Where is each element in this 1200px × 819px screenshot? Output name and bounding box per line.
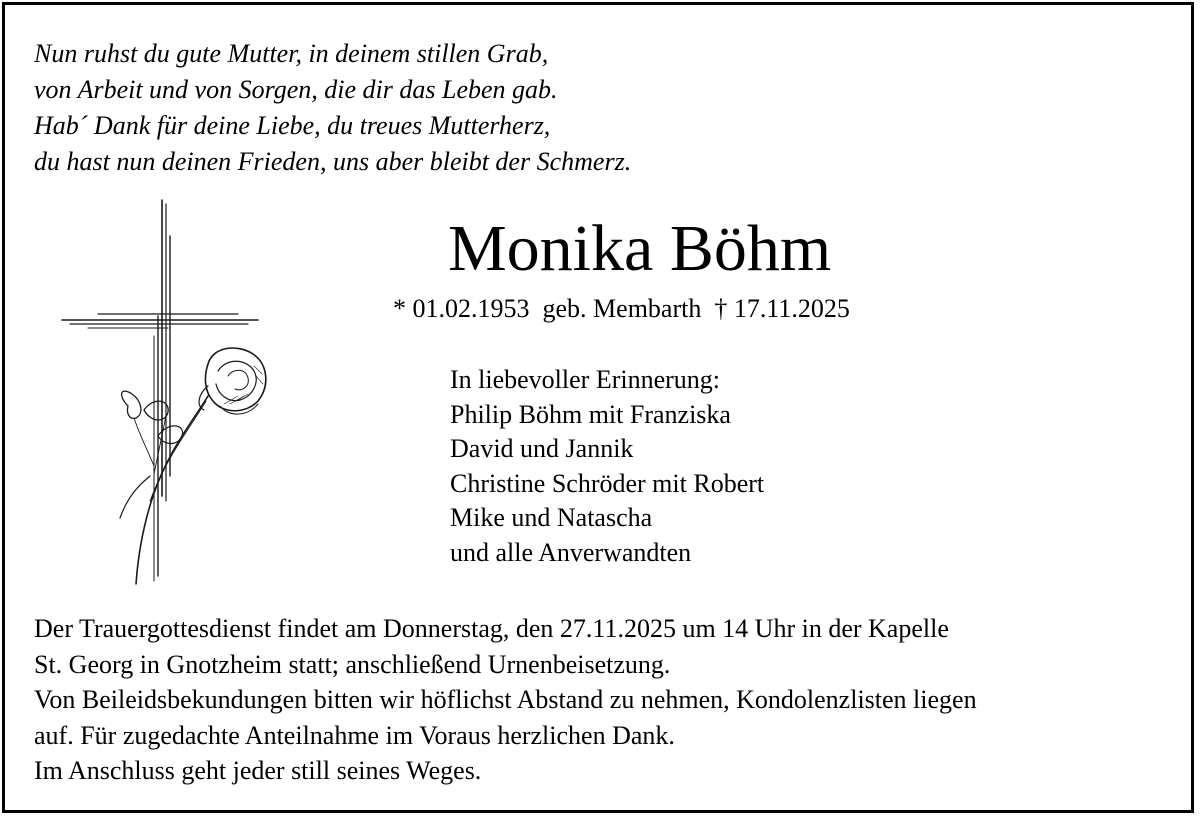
mourners-line: In liebevoller Erinnerung:	[450, 365, 721, 394]
service-line: Der Trauergottesdienst findet am Donnerstag, den 27.11.2025 um 14 Uhr in der Kapelle	[34, 614, 949, 643]
mourners-list	[450, 363, 764, 570]
poem-line: Nun ruhst du gute Mutter, in deinem stillen Grab,	[34, 39, 549, 68]
poem-line: von Arbeit und von Sorgen, die dir das Leben gab.	[34, 75, 558, 104]
poem-line: du hast nun deinen Frieden, uns aber bleibt der Schmerz.	[34, 147, 632, 176]
mourners-line: und alle Anverwandten	[450, 537, 692, 567]
poem-line: Hab´ Dank für deine Liebe, du treues Mutterherz,	[34, 111, 551, 140]
memorial-poem	[34, 36, 631, 180]
service-line: St. Georg in Gnotzheim statt; anschließend Urnenbeisetzung.	[34, 649, 671, 679]
mourners-line: Philip Böhm mit Franziska	[450, 399, 731, 429]
mourners-line: David und Jannik	[450, 434, 634, 463]
service-line: auf. Für zugedachte Anteilnahme im Voraus herzlichen Dank.	[34, 720, 675, 750]
cross-with-rose-icon	[58, 196, 278, 588]
birth-death-dates: * 01.02.1953 geb. Membarth † 17.11.2025	[393, 294, 850, 323]
service-line: Von Beileidsbekundungen bitten wir höflichst Abstand zu nehmen, Kondolenzlisten liegen	[34, 685, 977, 714]
mourners-line: Christine Schröder mit Robert	[450, 468, 765, 498]
service-information	[34, 611, 977, 789]
service-line: Im Anschluss geht jeder still seines Weges.	[34, 756, 482, 785]
mourners-line: Mike und Natascha	[450, 503, 653, 532]
deceased-name: Monika Böhm	[448, 212, 832, 285]
